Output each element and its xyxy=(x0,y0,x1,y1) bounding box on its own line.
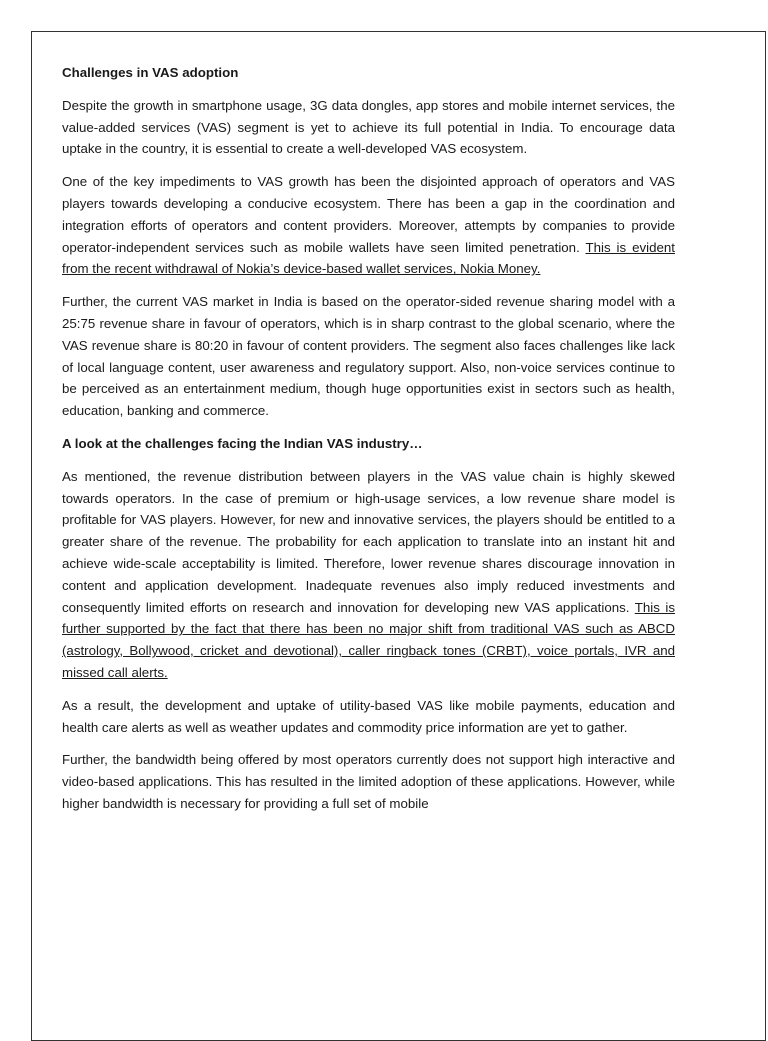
paragraph-revenue-distribution xyxy=(62,466,675,684)
underlined-traditional-vas: This is further supported by the fact that there has been no major shift from traditional VAS such as ABCD (astrology, Bollywood, cricket and devotional), caller ringback tones (CRBT), voice portals, IVR and missed call alerts. xyxy=(62,599,676,680)
section-heading-vas-adoption: Challenges in VAS adoption xyxy=(62,65,239,80)
paragraph-growth: Despite the growth in smartphone usage, 3G data dongles, app stores and mobile internet services, the value-added services (VAS) segment is yet to achieve its full potential in India. To encourage data uptake in the country, it is essential to create a well-developed VAS ecosystem. xyxy=(62,97,675,157)
paragraph-revenue-model: Further, the current VAS market in India is based on the operator-sided revenue sharing model with a 25:75 revenue share in favour of operators, which is in sharp contrast to the global scenario, where the VAS revenue share is 80:20 in favour of content providers. The segment also faces challenges like lack of local language content, user awareness and regulatory support. Also, non-voice services continue to be perceived as an entertainment medium, though huge opportunities exist in sectors such as health, education, banking and commerce. xyxy=(62,294,675,419)
paragraph-bandwidth: Further, the bandwidth being offered by most operators currently does not support high interactive and video-based applications. This has resulted in the limited adoption of these applications. However, while higher bandwidth is necessary for providing a full set of mobile xyxy=(62,752,675,811)
document-content xyxy=(62,62,675,826)
underlined-nokia-money: This is evident from the recent withdrawal of Nokia’s device-based wallet services, Nokia Money. xyxy=(62,239,675,277)
paragraph-revenue-distribution-text: As mentioned, the revenue distribution between players in the VAS value chain is highly skewed towards operators. In the case of premium or high-usage services, a low revenue share model is profitable for VAS players. However, for new and innovative services, the players should be entitled to a greater share of the revenue. The probability for each application to translate into an instant hit and achieve wide-scale acceptability is limited. Therefore, lower revenue shares discourage innovation in content and application development. Inadequate revenues also imply reduced investments and consequently limited efforts on research and innovation for developing new VAS applications. xyxy=(62,468,675,615)
paragraph-impediments-text: One of the key impediments to VAS growth has been the disjointed approach of operators and VAS players towards developing a conducive ecosystem. There has been a gap in the coordination and integration efforts of operators and content providers. Moreover, attempts by companies to provide operator-independent services such as mobile wallets have seen limited penetration. xyxy=(62,174,675,255)
section-heading-challenges: A look at the challenges facing the Indian VAS industry… xyxy=(62,435,423,451)
paragraph-utility-vas: As a result, the development and uptake of utility-based VAS like mobile payments, education and health care alerts as well as weather updates and commodity price information are yet to gather. xyxy=(62,697,675,735)
paragraph-impediments xyxy=(62,171,675,280)
